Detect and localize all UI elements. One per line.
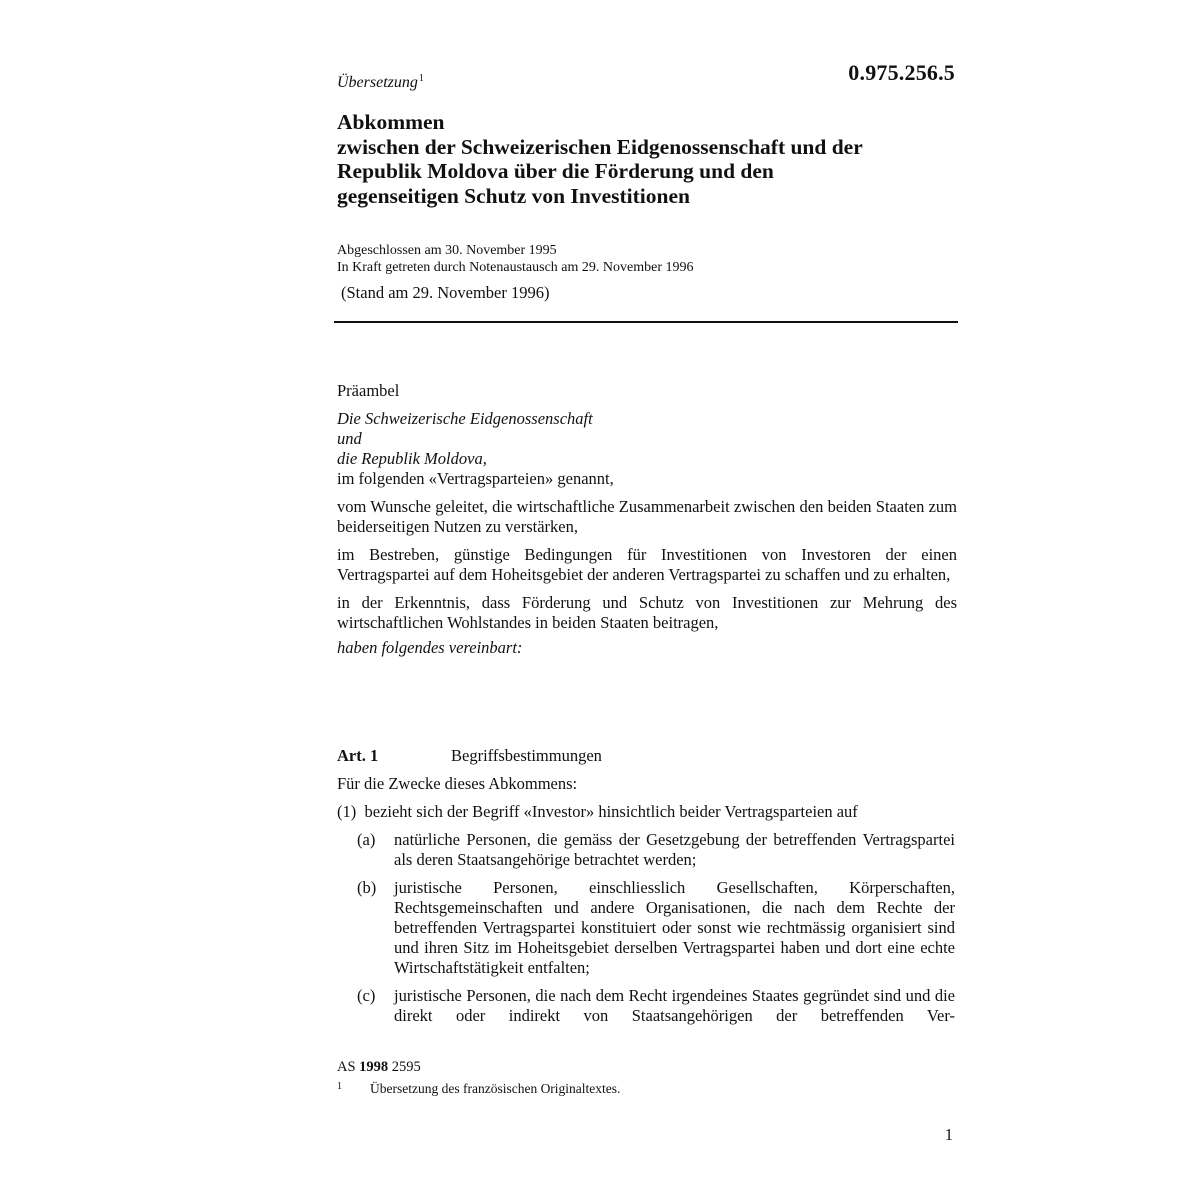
title-line: Republik Moldova über die Förderung und den bbox=[337, 159, 774, 183]
party-designation: im folgenden «Vertragsparteien» genannt, bbox=[337, 469, 614, 488]
article-subitem-list bbox=[357, 830, 955, 1034]
list-item-label: (c) bbox=[357, 986, 376, 1005]
list-item bbox=[357, 878, 955, 978]
as-prefix: AS bbox=[337, 1059, 356, 1075]
footnote bbox=[337, 1081, 620, 1097]
list-item-label: (a) bbox=[357, 830, 376, 849]
article-heading bbox=[337, 746, 957, 766]
article-item-1: (1) bezieht sich der Begriff «Investor» hinsichtlich beider Vertragsparteien auf bbox=[337, 802, 858, 821]
sr-number: 0.975.256.5 bbox=[848, 60, 955, 85]
document-page bbox=[337, 0, 957, 1200]
article-intro: Für die Zwecke dieses Abkommens: bbox=[337, 774, 578, 793]
preamble bbox=[337, 381, 957, 658]
article-title: Begriffsbestimmungen bbox=[451, 746, 602, 765]
party-moldova: die Republik Moldova, bbox=[337, 449, 487, 468]
preamble-paragraph: im Bestreben, günstige Bedingungen für Investitionen von Investoren der einen Vertragspartei auf dem Hoheitsgebiet der anderen Vertragspartei zu schaffen und zu erhalten, bbox=[337, 545, 957, 584]
preamble-paragraph: vom Wunsche geleitet, die wirtschaftliche Zusammenarbeit zwischen den beiden Staaten zum beiderseitigen Nutzen zu verstärken, bbox=[337, 497, 957, 536]
preamble-paragraph: in der Erkenntnis, dass Förderung und Schutz von Investitionen zur Mehrung des wirtschaftlichen Wohlstandes in beiden Staaten beitragen, bbox=[337, 593, 957, 632]
header-divider bbox=[334, 321, 958, 323]
list-item-text: juristische Personen, einschliesslich Gesellschaften, Körperschaften, Rechtsgemeinschaften und andere Organisationen, die nach dem Rechte der betreffenden Vertragspartei konstituiert oder sonst wie rechtmässig organisiert sind und ihren Sitz im Hoheitsgebiet derselben Vertragspartei haben und dort eine echte Wirtschaftstätigkeit entfalten; bbox=[394, 878, 955, 977]
document-title bbox=[337, 110, 957, 208]
footnote-text: Übersetzung des französischen Originaltextes. bbox=[370, 1081, 621, 1096]
list-item-label: (b) bbox=[357, 878, 377, 897]
translation-label bbox=[337, 73, 424, 92]
in-force-date: In Kraft getreten durch Notenaustausch am 29. November 1996 bbox=[337, 259, 694, 275]
party-switzerland: Die Schweizerische Eidgenossenschaft bbox=[337, 409, 593, 428]
preamble-agreed: haben folgendes vereinbart: bbox=[337, 638, 523, 657]
preamble-heading: Präambel bbox=[337, 381, 400, 400]
concluded-date: Abgeschlossen am 30. November 1995 bbox=[337, 243, 557, 258]
as-page: 2595 bbox=[391, 1059, 421, 1075]
title-line: zwischen der Schweizerischen Eidgenossenschaft und der bbox=[337, 134, 863, 159]
list-item-text: juristische Personen, die nach dem Recht irgendeines Staates gegründet sind und die direkt oder indirekt von Staatsangehörigen der betreffenden Ver- bbox=[394, 986, 955, 1025]
list-item bbox=[357, 986, 955, 1026]
title-line: gegenseitigen Schutz von Investitionen bbox=[337, 183, 690, 208]
status-date: (Stand am 29. November 1996) bbox=[341, 283, 550, 302]
footnote-ref[interactable]: 1 bbox=[418, 73, 424, 84]
as-year: 1998 bbox=[359, 1059, 389, 1075]
article-number: Art. 1 bbox=[337, 746, 379, 765]
list-item bbox=[357, 830, 955, 870]
translation-text: Übersetzung bbox=[337, 74, 418, 91]
party-conjunction: und bbox=[337, 429, 362, 448]
official-collection-ref bbox=[337, 1059, 421, 1076]
list-item-text: natürliche Personen, die gemäss der Gesetzgebung der betreffenden Vertragspartei als deren Staatsangehörige betrachtet werden; bbox=[394, 830, 955, 869]
title-line: Abkommen bbox=[337, 110, 445, 134]
footnote-number: 1 bbox=[337, 1081, 342, 1092]
document-meta bbox=[337, 243, 694, 276]
page-number: 1 bbox=[944, 1125, 953, 1144]
